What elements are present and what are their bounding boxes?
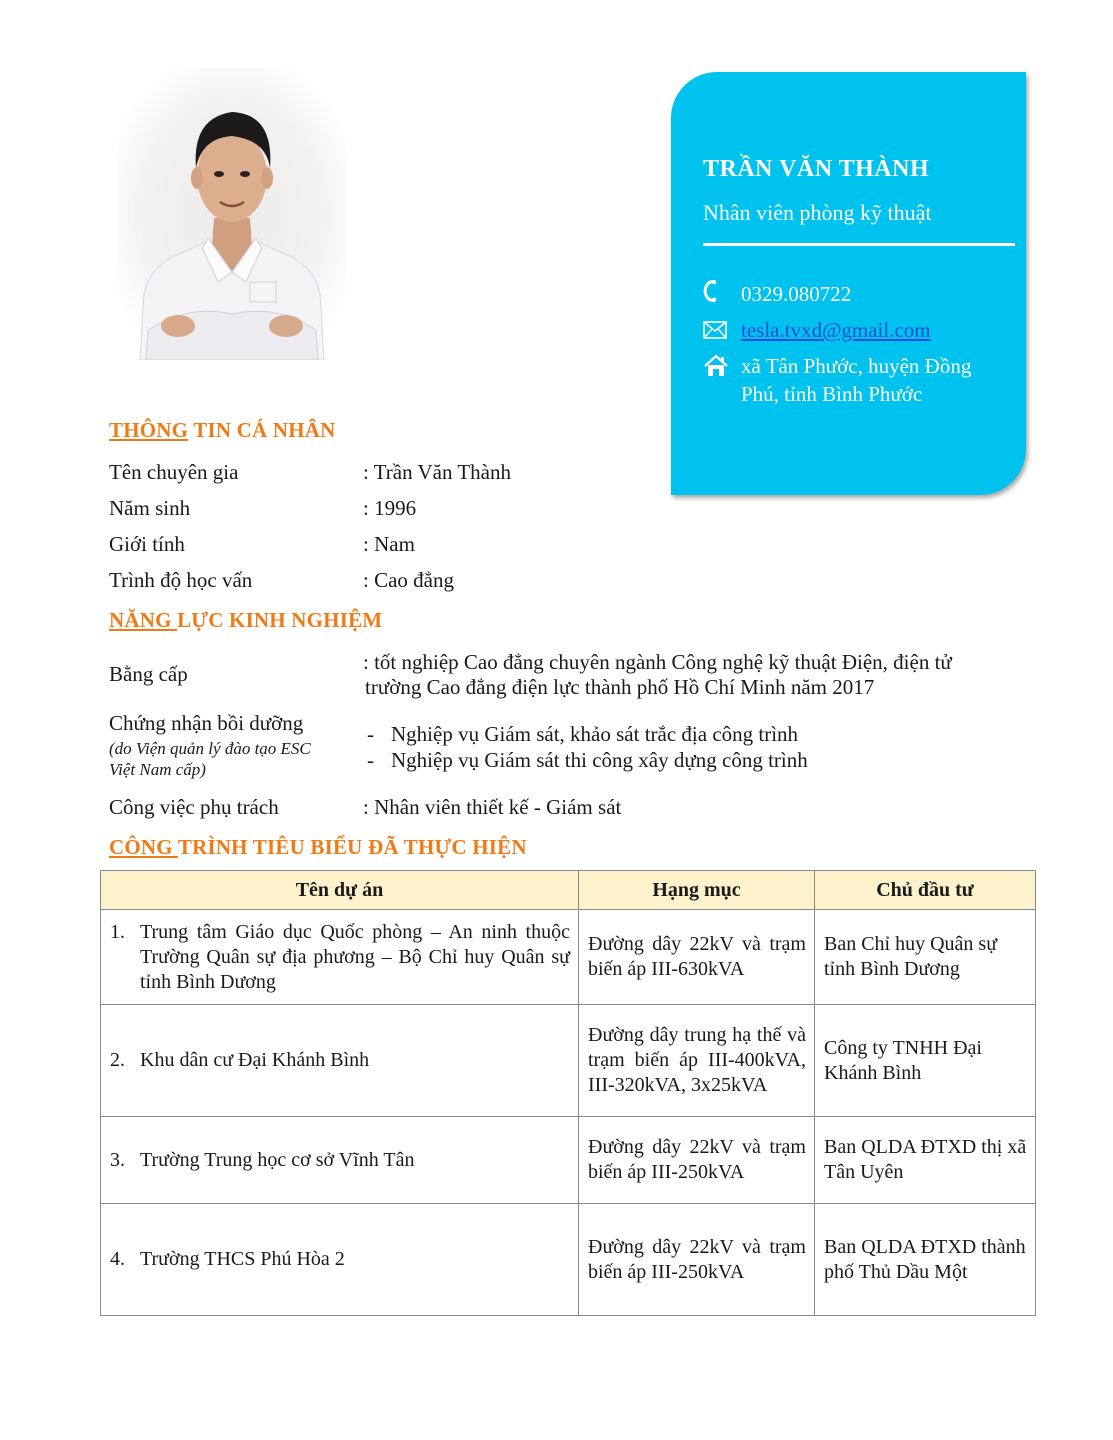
category-cell: Đường dây 22kV và trạm biến áp III-250kVA bbox=[579, 1117, 815, 1204]
divider bbox=[703, 243, 1015, 246]
investor-cell: Ban QLDA ĐTXD thành phố Thủ Dầu Một bbox=[815, 1204, 1036, 1316]
address-text: xã Tân Phước, huyện Đồng Phú, tỉnh Bình Phước bbox=[741, 354, 972, 406]
person-name: TRẦN VĂN THÀNH bbox=[703, 156, 930, 182]
projects-table bbox=[100, 870, 1036, 1316]
column-header-category: Hạng mục bbox=[579, 871, 815, 910]
table-row bbox=[101, 1005, 1036, 1117]
table-row bbox=[101, 1204, 1036, 1316]
phone-icon bbox=[703, 280, 741, 309]
certificate-item: - Nghiệp vụ Giám sát, khảo sát trắc địa công trình bbox=[363, 721, 808, 747]
project-cell: 1. Trung tâm Giáo dục Quốc phòng – An ninh thuộc Trường Quân sự địa phương – Bộ Chỉ huy Quân sự tỉnh Bình Dương bbox=[101, 910, 579, 1005]
section-experience: NĂNG LỰC KINH NGHIỆM bbox=[109, 608, 383, 632]
house-icon bbox=[703, 352, 741, 408]
column-header-project: Tên dự án bbox=[101, 871, 579, 910]
phone-row bbox=[703, 280, 1001, 309]
degree-value: : tốt nghiệp Cao đẳng chuyên ngành Công nghệ kỹ thuật Điện, điện tử trường Cao đẳng điện lực thành phố Hồ Chí Minh năm 2017 bbox=[363, 650, 952, 699]
column-header-investor: Chủ đầu tư bbox=[815, 871, 1036, 910]
address-row bbox=[703, 352, 1001, 408]
category-cell: Đường dây 22kV và trạm biến áp III-250kVA bbox=[579, 1204, 815, 1316]
phone-number: 0329.080722 bbox=[741, 282, 852, 306]
section-projects: CÔNG TRÌNH TIÊU BIỂU ĐÃ THỰC HIỆN bbox=[109, 835, 527, 859]
table-row bbox=[101, 1117, 1036, 1204]
table-row bbox=[101, 910, 1036, 1005]
category-cell: Đường dây 22kV và trạm biến áp III-630kVA bbox=[579, 910, 815, 1005]
investor-cell: Ban Chỉ huy Quân sự tỉnh Bình Dương bbox=[815, 910, 1036, 1005]
job-title: Nhân viên phòng kỹ thuật bbox=[703, 200, 932, 225]
investor-cell: Ban QLDA ĐTXD thị xã Tân Uyên bbox=[815, 1117, 1036, 1204]
email-row bbox=[703, 316, 1001, 346]
envelope-icon bbox=[703, 316, 741, 346]
table-header-row bbox=[101, 871, 1036, 910]
section-personal-info: THÔNG TIN CÁ NHÂN bbox=[109, 418, 336, 442]
project-cell: 2. Khu dân cư Đại Khánh Bình bbox=[101, 1005, 579, 1117]
contact-card bbox=[671, 72, 1026, 495]
investor-cell: Công ty TNHH Đại Khánh Bình bbox=[815, 1005, 1036, 1117]
category-cell: Đường dây trung hạ thế và trạm biến áp III-400kVA, III-320kVA, 3x25kVA bbox=[579, 1005, 815, 1117]
project-cell: 3. Trường Trung học cơ sở Vĩnh Tân bbox=[101, 1117, 579, 1204]
email-link[interactable]: tesla.tvxd@gmail.com bbox=[741, 318, 931, 342]
certificate-label: Chứng nhận bồi dưỡng (do Viện quản lý đào tạo ESC Việt Nam cấp) bbox=[109, 711, 311, 779]
profile-photo bbox=[118, 68, 346, 360]
project-cell: 4. Trường THCS Phú Hòa 2 bbox=[101, 1204, 579, 1316]
certificate-item: - Nghiệp vụ Giám sát thi công xây dựng công trình bbox=[363, 747, 808, 773]
certificate-list bbox=[363, 721, 808, 773]
